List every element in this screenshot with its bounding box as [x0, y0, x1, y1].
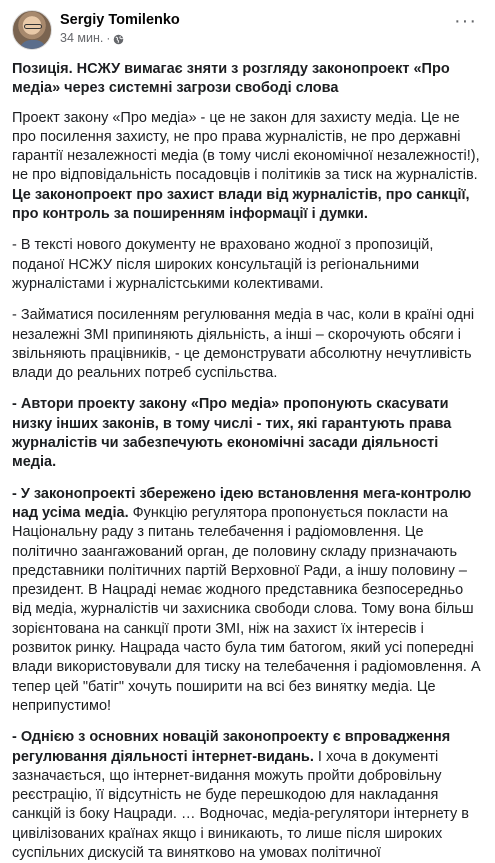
post-meta [60, 10, 180, 47]
globe-icon [113, 33, 124, 44]
post-header [12, 10, 483, 56]
paragraph-1-bold: Це законопроект про захист влади від журналістів, про санкції, про контроль за поширенням інформації і думки. [12, 186, 470, 223]
ellipsis-icon: ··· [454, 10, 477, 32]
paragraph-6 [12, 728, 483, 863]
paragraph-1-text: Проект закону «Про медіа» - це не закон для захисту медіа. Це не про посилення захисту, не про права журналістів, не про державні гарантії незалежності медіа (в тому числі економічної незалежності!), не про відповідальність посадовців і політиків за тиск на журналістів. [12, 109, 480, 184]
paragraph-6-bold: - Однією з основних новацій законопроекту є впровадження регулювання діяльності інтернет-видань. [12, 729, 451, 765]
post-timestamp[interactable]: 34 мин. [60, 31, 104, 45]
paragraph-6-text: І хоча в документі зазначається, що інтернет-видання можуть пройти добровільну реєстрацію, її відсутність не буде перешкодою для накладання санкцій із боку Нацради. … Водночас, медіа-регулятори інтернету в цивілізованих країнах якщо і виникають, то лише після широких суспільних дискусій та винятково на умовах політичної [12, 748, 469, 861]
paragraph-3: - Займатися посиленням регулювання медіа в час, коли в країні одні незалежні ЗМІ припиняють діяльність, а інші – скорочують обсяги і звільняють працівників, - це демонструвати абсолютну нечутливість влади до реальних потреб суспільства. [12, 307, 475, 382]
paragraph-5-text: Функцію регулятора пропонується покласти на Національну раду з питань телебачення і радіомовлення. Це політично заангажований орган, де половину складу призначають представники політичних партій Верховної Ради, а іншу половину – президент. В Нацраді немає жодного представника безпосередньо від медіа, журналістів чи захисника свободи слова. Тому вона більш зорієнтована на санкції проти ЗМІ, ніж на захист їх інтересів і розвиток ринку. Нацрада часто була тим батогом, який усі попередні влади використовували для тиску на телебачення і радіомовлення. А тепер цей "батіг" хочуть поширити на всі без винятку медіа. Це неприпустимо! [12, 504, 481, 714]
separator-dot: · [106, 31, 111, 45]
paragraph-1 [12, 109, 483, 225]
paragraph-4: - Автори проекту закону «Про медіа» пропонують скасувати низку інших законів, в тому числі - тих, які гарантують права журналістів чи забезпечують економічні засади діяльності медіа. [12, 396, 452, 471]
post-body [12, 60, 483, 863]
post-subline [60, 30, 180, 47]
post-lead: Позиція. НСЖУ вимагає зняти з розгляду законопроект «Про медіа» через системні загрози свободі слова [12, 61, 450, 97]
paragraph-5 [12, 485, 483, 717]
paragraph-2: - В тексті нового документу не враховано жодної з пропозицій, поданої НСЖУ після широких консультацій із регіональними журналістами і журналістськими колективами. [12, 237, 434, 292]
author-name[interactable]: Sergiy Tomilenko [60, 12, 180, 28]
more-options-button[interactable] [454, 12, 477, 30]
author-avatar[interactable] [12, 10, 52, 50]
paragraph-5-bold: - У законопроекті збережено ідею встановлення мега-контролю над усіма медіа. [12, 485, 472, 521]
